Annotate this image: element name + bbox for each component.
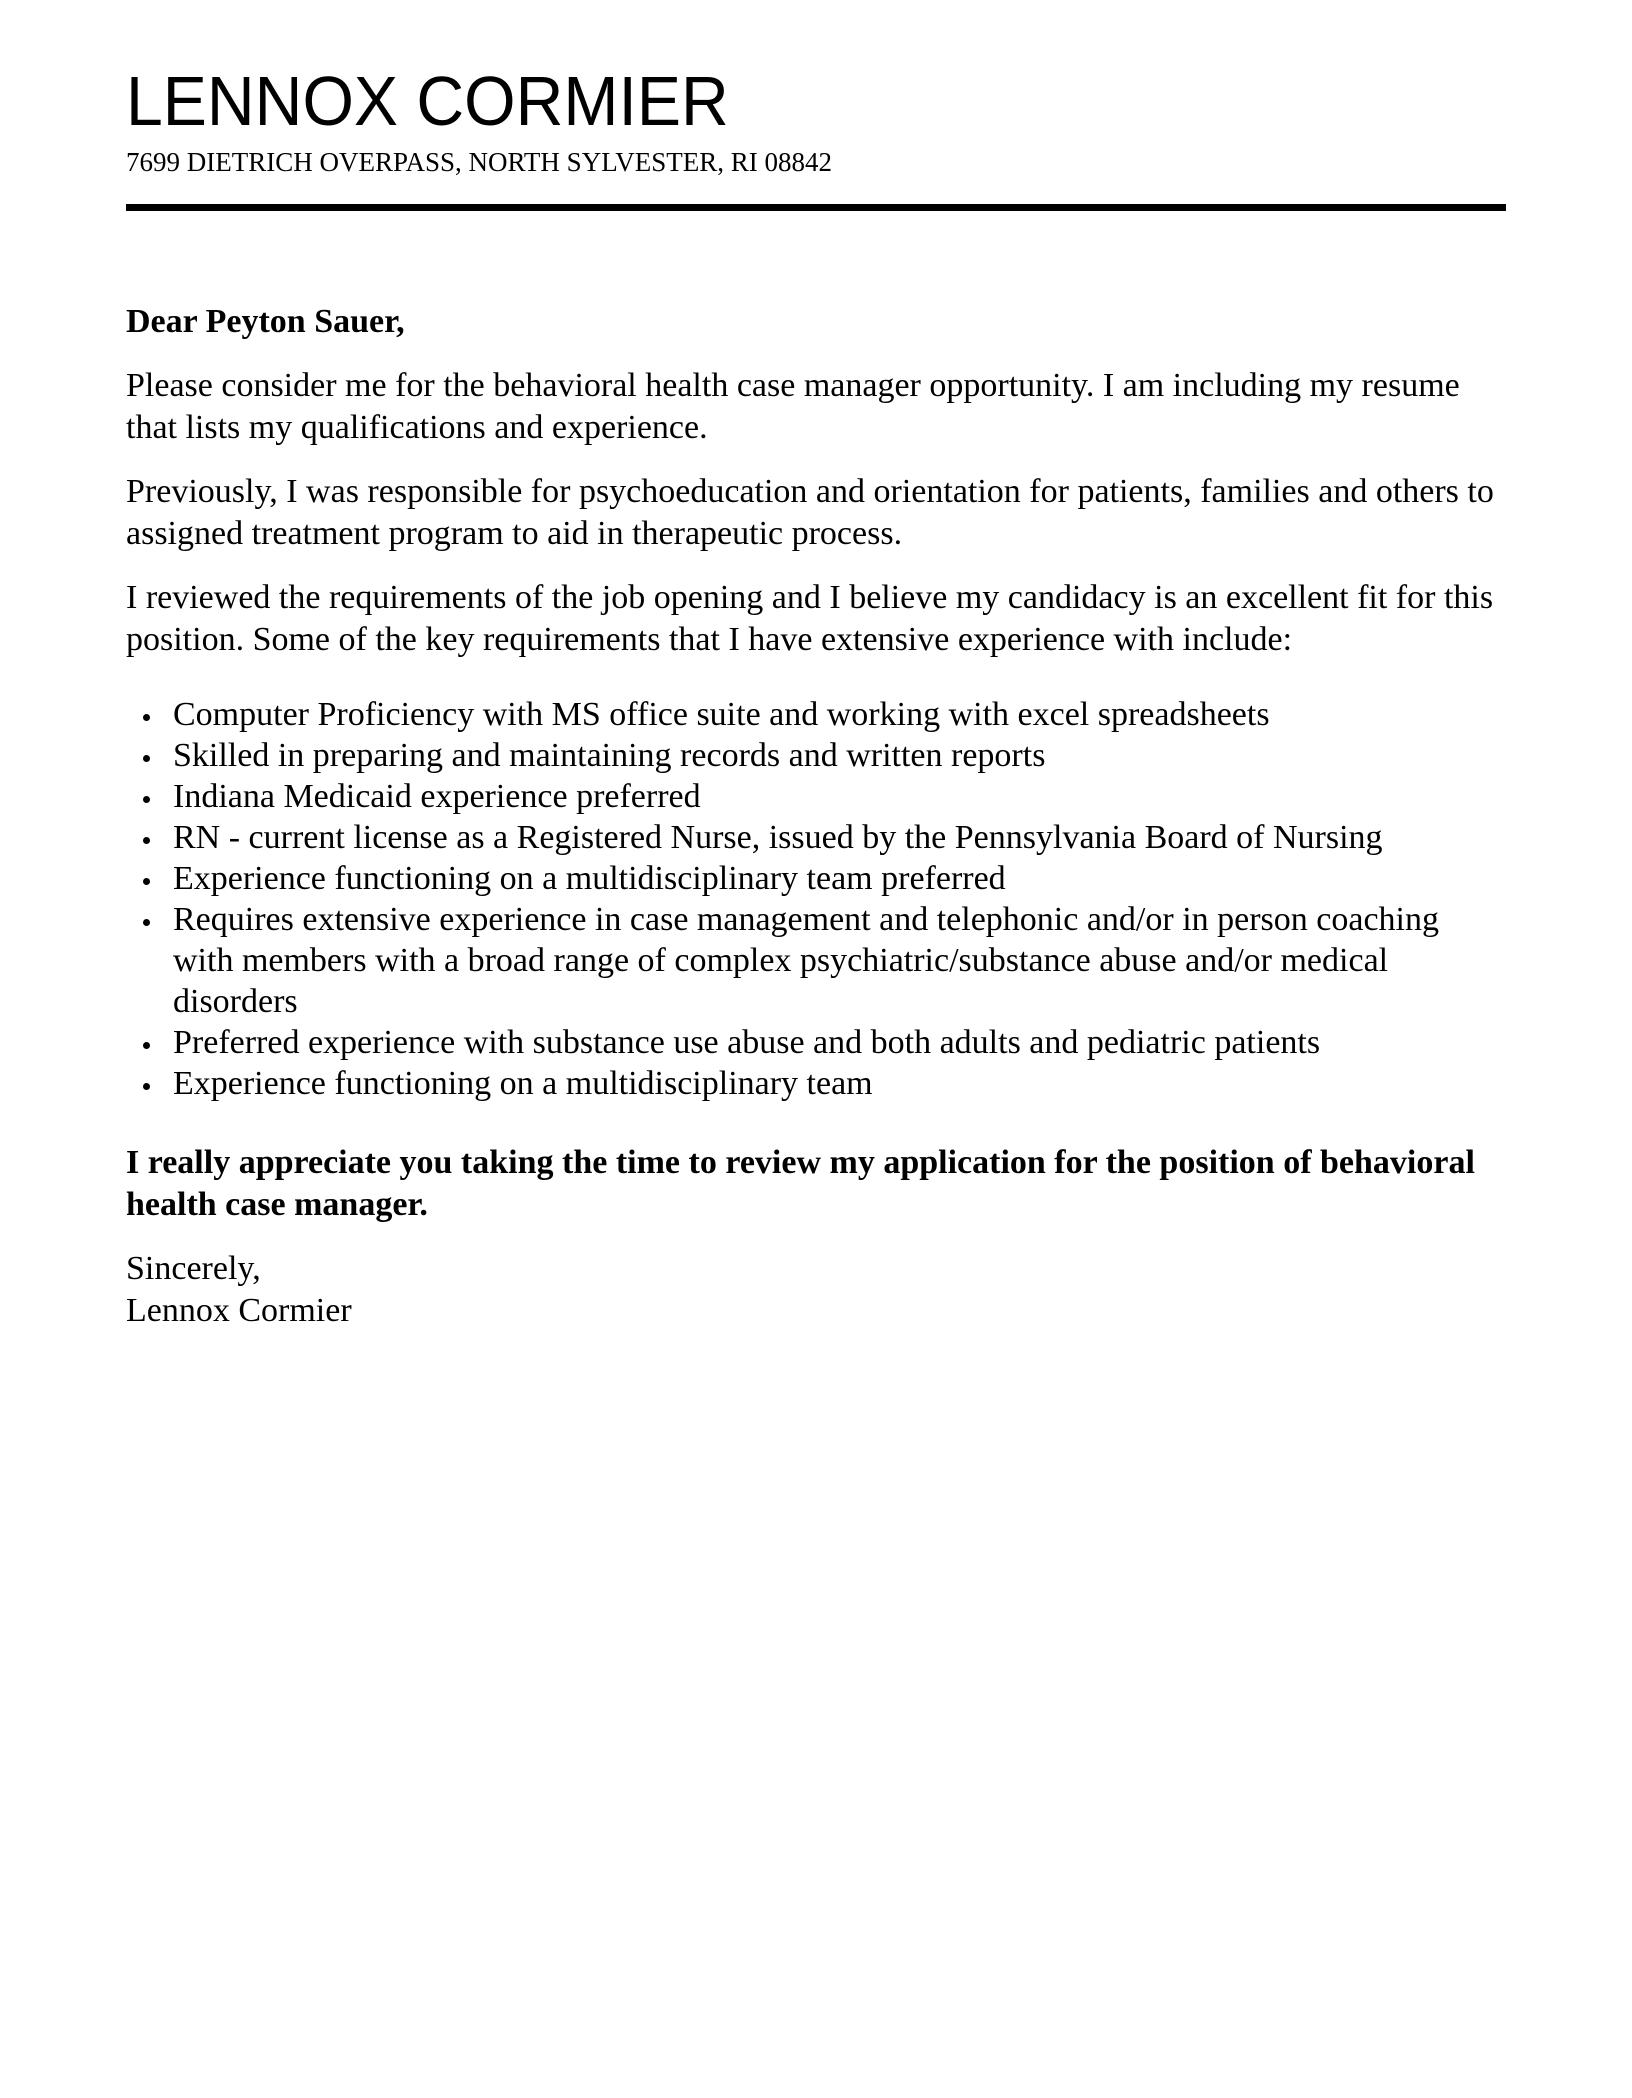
applicant-address: 7699 DIETRICH OVERPASS, NORTH SYLVESTER, RI 08842 [126,147,832,177]
paragraph-requirements-lead: I reviewed the requirements of the job opening and I believe my candidacy is an excellent fit for this position. Some of the key requirements that I have extensive experience with include: [126,579,1494,658]
requirement-text: Requires extensive experience in case management and telephonic and/or in person coaching with members with a broad range of complex psychiatric/substance abuse and/or medical disorders [173,901,1440,1020]
signature-name: Lennox Cormier [126,1292,352,1329]
requirement-text: Skilled in preparing and maintaining records and written reports [173,737,1046,774]
requirement-text: Indiana Medicaid experience preferred [173,778,701,815]
letterhead [126,62,1506,211]
bullet-icon [143,837,150,844]
bullet-icon [143,919,150,926]
requirements-list [126,694,1506,1104]
requirement-text: Experience functioning on a multidisciplinary team [173,1065,873,1102]
bullet-icon [143,1042,150,1049]
requirement-text: RN - current license as a Registered Nurse, issued by the Pennsylvania Board of Nursing [173,819,1383,856]
requirement-item [126,694,1506,735]
requirement-item [126,899,1506,1022]
salutation: Dear Peyton Sauer, [126,303,405,340]
requirement-item [126,817,1506,858]
paragraph-intro: Please consider me for the behavioral health case manager opportunity. I am including my resume that lists my qualifications and experience. [126,367,1460,446]
requirement-text: Computer Proficiency with MS office suite and working with excel spreadsheets [173,696,1270,733]
header-divider [126,204,1506,211]
requirement-text: Preferred experience with substance use abuse and both adults and pediatric patients [173,1024,1321,1061]
paragraph-previous-experience: Previously, I was responsible for psychoeducation and orientation for patients, families and others to assigned treatment program to aid in therapeutic process. [126,473,1494,552]
requirement-item [126,735,1506,776]
bullet-icon [143,1083,150,1090]
requirement-item [126,1022,1506,1063]
letter-body [126,301,1506,1332]
sign-off-block [126,1248,1506,1332]
requirement-text: Experience functioning on a multidisciplinary team preferred [173,860,1006,897]
bullet-icon [143,755,150,762]
applicant-name: LENNOX CORMIER [126,62,729,140]
requirement-item [126,1063,1506,1104]
bullet-icon [143,878,150,885]
bullet-icon [143,714,150,721]
requirement-item [126,776,1506,817]
requirement-item [126,858,1506,899]
bullet-icon [143,796,150,803]
closing-paragraph: I really appreciate you taking the time to review my application for the position of behavioral health case manager. [126,1144,1475,1223]
sign-off: Sincerely, [126,1250,261,1287]
